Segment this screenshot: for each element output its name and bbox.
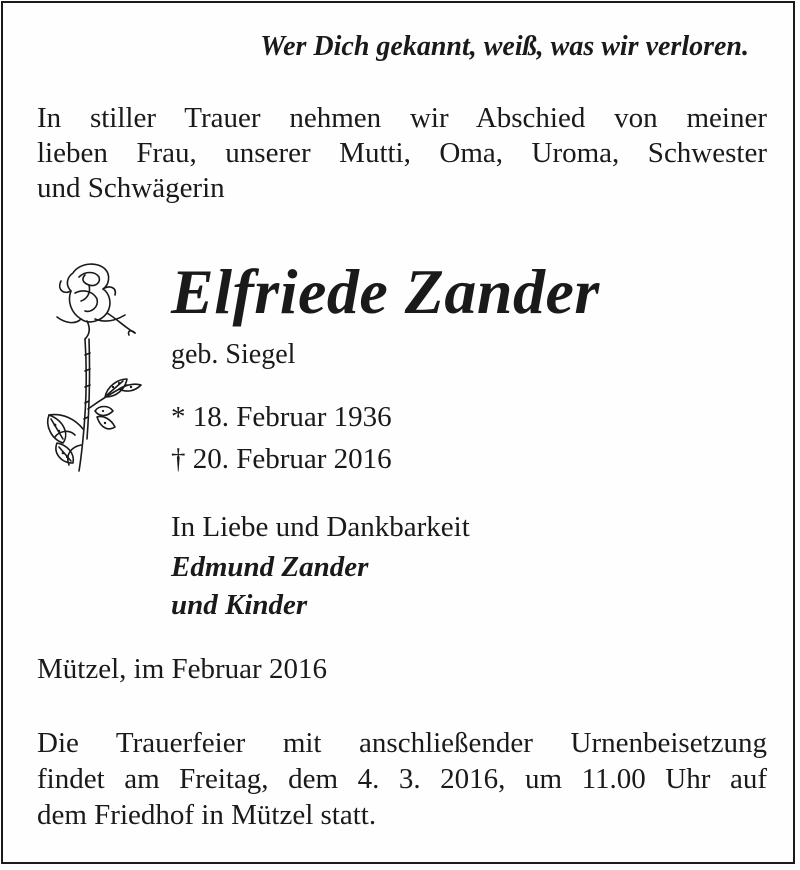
deceased-name: Elfriede Zander: [171, 256, 600, 327]
maiden-name: geb. Siegel: [171, 339, 296, 370]
funeral-line-2: findet am Freitag, dem 4. 3. 2016, um 11.00 Uhr auf: [37, 763, 767, 795]
funeral-line-1: Die Trauerfeier mit anschließender Urnenbeisetzung: [37, 727, 767, 759]
mourner-family: und Kinder: [171, 589, 308, 621]
intro-paragraph: [37, 101, 767, 206]
death-date: † 20. Februar 2016: [171, 443, 392, 475]
closing-thanks: In Liebe und Dankbarkeit: [171, 511, 470, 543]
obituary-notice: [1, 1, 795, 864]
intro-line-1: In stiller Trauer nehmen wir Abschied von meiner: [37, 102, 767, 134]
rose-icon: [35, 259, 145, 475]
funeral-line-3: dem Friedhof in Mützel statt.: [37, 799, 377, 831]
motto-quote: Wer Dich gekannt, weiß, was wir verloren.: [260, 31, 749, 62]
place-date: Mützel, im Februar 2016: [37, 653, 327, 685]
intro-line-2: lieben Frau, unserer Mutti, Oma, Uroma, Schwester: [37, 137, 767, 169]
intro-line-3: und Schwägerin: [37, 172, 225, 204]
birth-date: * 18. Februar 1936: [171, 401, 392, 433]
funeral-info-paragraph: [37, 725, 767, 833]
mourner-name: Edmund Zander: [171, 551, 369, 583]
